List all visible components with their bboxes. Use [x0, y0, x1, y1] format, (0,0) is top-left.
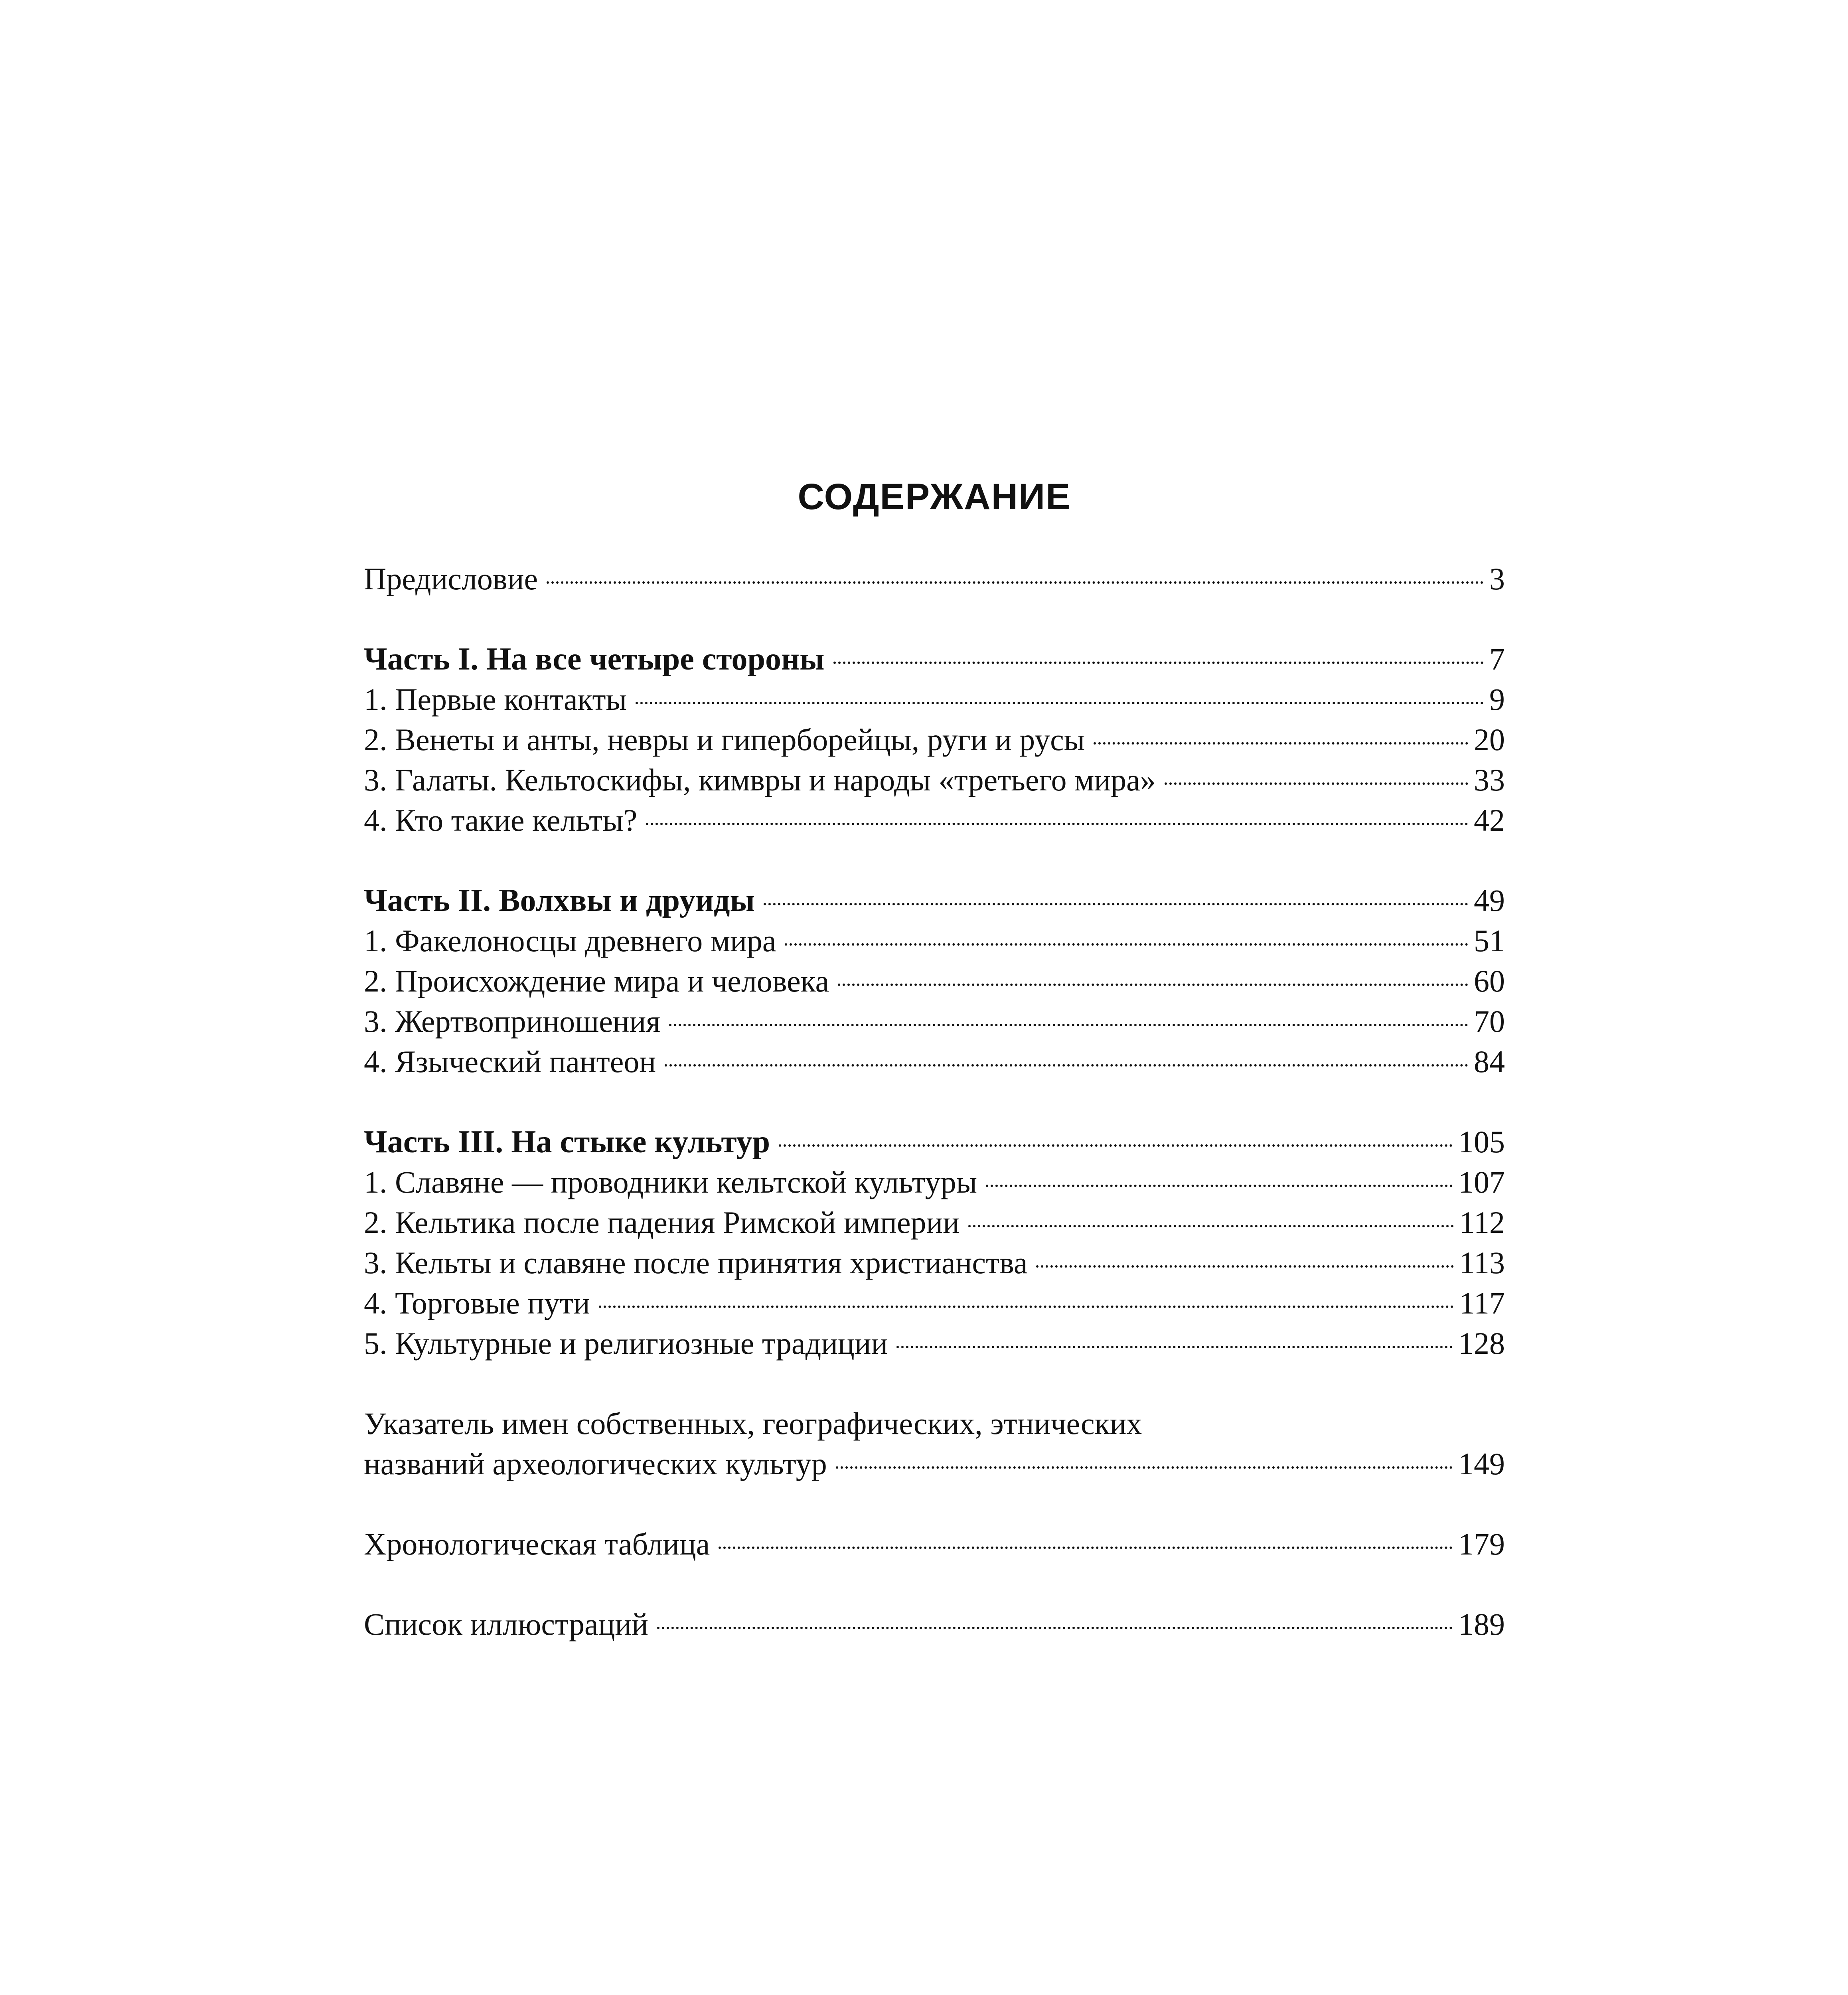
dot-leader	[599, 1306, 1454, 1308]
toc-entry-illustrations[interactable]	[364, 1604, 1505, 1644]
dot-leader	[779, 1144, 1453, 1147]
dot-leader	[657, 1627, 1453, 1629]
toc-entry-label: 2. Происхождение мира и человека	[364, 964, 829, 998]
toc-entry-page: 7	[1489, 642, 1505, 676]
toc-section-chronology	[364, 1524, 1505, 1564]
toc-entry[interactable]	[364, 1041, 1505, 1082]
toc-section-preface	[364, 559, 1505, 599]
toc-entry-label: 4. Кто такие кельты?	[364, 803, 638, 838]
dot-leader	[1036, 1265, 1453, 1268]
toc-entry-page: 3	[1489, 561, 1505, 596]
page-title: СОДЕРЖАНИЕ	[798, 476, 1071, 517]
toc-entry-page: 112	[1459, 1205, 1505, 1240]
toc-entry-page: 149	[1458, 1446, 1505, 1481]
toc-entry-page: 20	[1474, 722, 1505, 757]
toc-entry[interactable]	[364, 1323, 1505, 1363]
toc-part-heading[interactable]	[364, 880, 1505, 920]
dot-leader	[986, 1185, 1453, 1187]
toc-entry-page: 9	[1489, 682, 1505, 717]
toc-entry[interactable]	[364, 1202, 1505, 1242]
toc-entry-page: 70	[1474, 1004, 1505, 1039]
toc-entry-page: 105	[1458, 1124, 1505, 1159]
toc-entry-page: 107	[1458, 1165, 1505, 1199]
toc-entry-label: 3. Галаты. Кельтоскифы, кимвры и народы «третьего мира»	[364, 762, 1156, 797]
toc-entry[interactable]	[364, 1162, 1505, 1202]
toc-entry-index-line-1[interactable]: Указатель имен собственных, географических, этнических	[364, 1406, 1142, 1441]
toc-entry[interactable]	[364, 800, 1505, 840]
toc-entry-page: 179	[1458, 1527, 1505, 1561]
dot-leader	[764, 903, 1468, 905]
dot-leader	[1165, 782, 1468, 785]
toc-entry-page: 84	[1474, 1044, 1505, 1079]
toc-entry-label: Часть I. На все четыре стороны	[364, 642, 825, 677]
toc-entry[interactable]	[364, 760, 1505, 800]
toc-entry-page: 33	[1474, 762, 1505, 797]
toc-entry-page: 51	[1474, 923, 1505, 958]
toc-part-heading[interactable]	[364, 1122, 1505, 1162]
toc-entry-label: Список иллюстраций	[364, 1607, 648, 1641]
dot-leader	[636, 702, 1484, 704]
toc-section-part-2	[364, 880, 1505, 1082]
toc-entry-label: Хронологическая таблица	[364, 1527, 710, 1561]
toc-entry[interactable]	[364, 1001, 1505, 1041]
toc-entry-page: 113	[1459, 1245, 1505, 1280]
dot-leader	[968, 1225, 1454, 1227]
toc-entry-page: 128	[1458, 1326, 1505, 1361]
dot-leader	[836, 1466, 1453, 1469]
toc-entry[interactable]	[364, 1283, 1505, 1323]
toc-entry-label: 5. Культурные и религиозные традиции	[364, 1326, 888, 1361]
toc-entry[interactable]	[364, 719, 1505, 760]
dot-leader	[785, 943, 1468, 946]
toc-entry[interactable]	[364, 679, 1505, 719]
toc-entry-label: 3. Жертвоприношения	[364, 1004, 661, 1039]
toc-entry[interactable]	[364, 961, 1505, 1001]
toc-entry-label: Предисловие	[364, 561, 538, 596]
toc-entry-label: названий археологических культур	[364, 1446, 827, 1481]
toc-entry-label: 2. Кельтика после падения Римской империи	[364, 1205, 960, 1240]
table-of-contents	[364, 473, 1505, 1684]
toc-entry-page: 49	[1474, 883, 1505, 918]
toc-entry-label: Часть III. На стыке культур	[364, 1124, 770, 1159]
toc-entry[interactable]	[364, 920, 1505, 961]
toc-entry-chronology[interactable]	[364, 1524, 1505, 1564]
dot-leader	[547, 581, 1484, 584]
dot-leader	[838, 984, 1468, 986]
toc-section-part-3	[364, 1122, 1505, 1363]
toc-entry-page: 189	[1458, 1607, 1505, 1641]
toc-section-part-1	[364, 639, 1505, 840]
toc-entry-label: 1. Первые контакты	[364, 682, 627, 717]
toc-entry-label: 4. Торговые пути	[364, 1286, 590, 1320]
toc-entry-label: 4. Языческий пантеон	[364, 1044, 656, 1079]
toc-entry-page: 60	[1474, 964, 1505, 998]
toc-entry-label: Часть II. Волхвы и друиды	[364, 883, 755, 918]
toc-entry-page: 117	[1459, 1286, 1505, 1320]
toc-part-heading[interactable]	[364, 639, 1505, 679]
toc-entry-page: 42	[1474, 803, 1505, 838]
dot-leader	[833, 662, 1484, 664]
toc-entry-label: 1. Факелоносцы древнего мира	[364, 923, 776, 958]
toc-entry-preface[interactable]	[364, 559, 1505, 599]
dot-leader	[646, 823, 1468, 825]
toc-entry-label: 3. Кельты и славяне после принятия христианства	[364, 1245, 1028, 1280]
dot-leader	[669, 1024, 1468, 1026]
toc-section-illustrations	[364, 1604, 1505, 1644]
dot-leader	[719, 1547, 1453, 1549]
toc-section-index	[364, 1403, 1505, 1484]
toc-entry[interactable]	[364, 1242, 1505, 1283]
dot-leader	[1094, 742, 1468, 745]
dot-leader	[665, 1064, 1468, 1067]
toc-entry-index[interactable]	[364, 1444, 1505, 1484]
toc-entry-label: 2. Венеты и анты, невры и гиперборейцы, руги и русы	[364, 722, 1085, 757]
dot-leader	[896, 1346, 1453, 1348]
toc-entry-label: 1. Славяне — проводники кельтской культуры	[364, 1165, 977, 1199]
